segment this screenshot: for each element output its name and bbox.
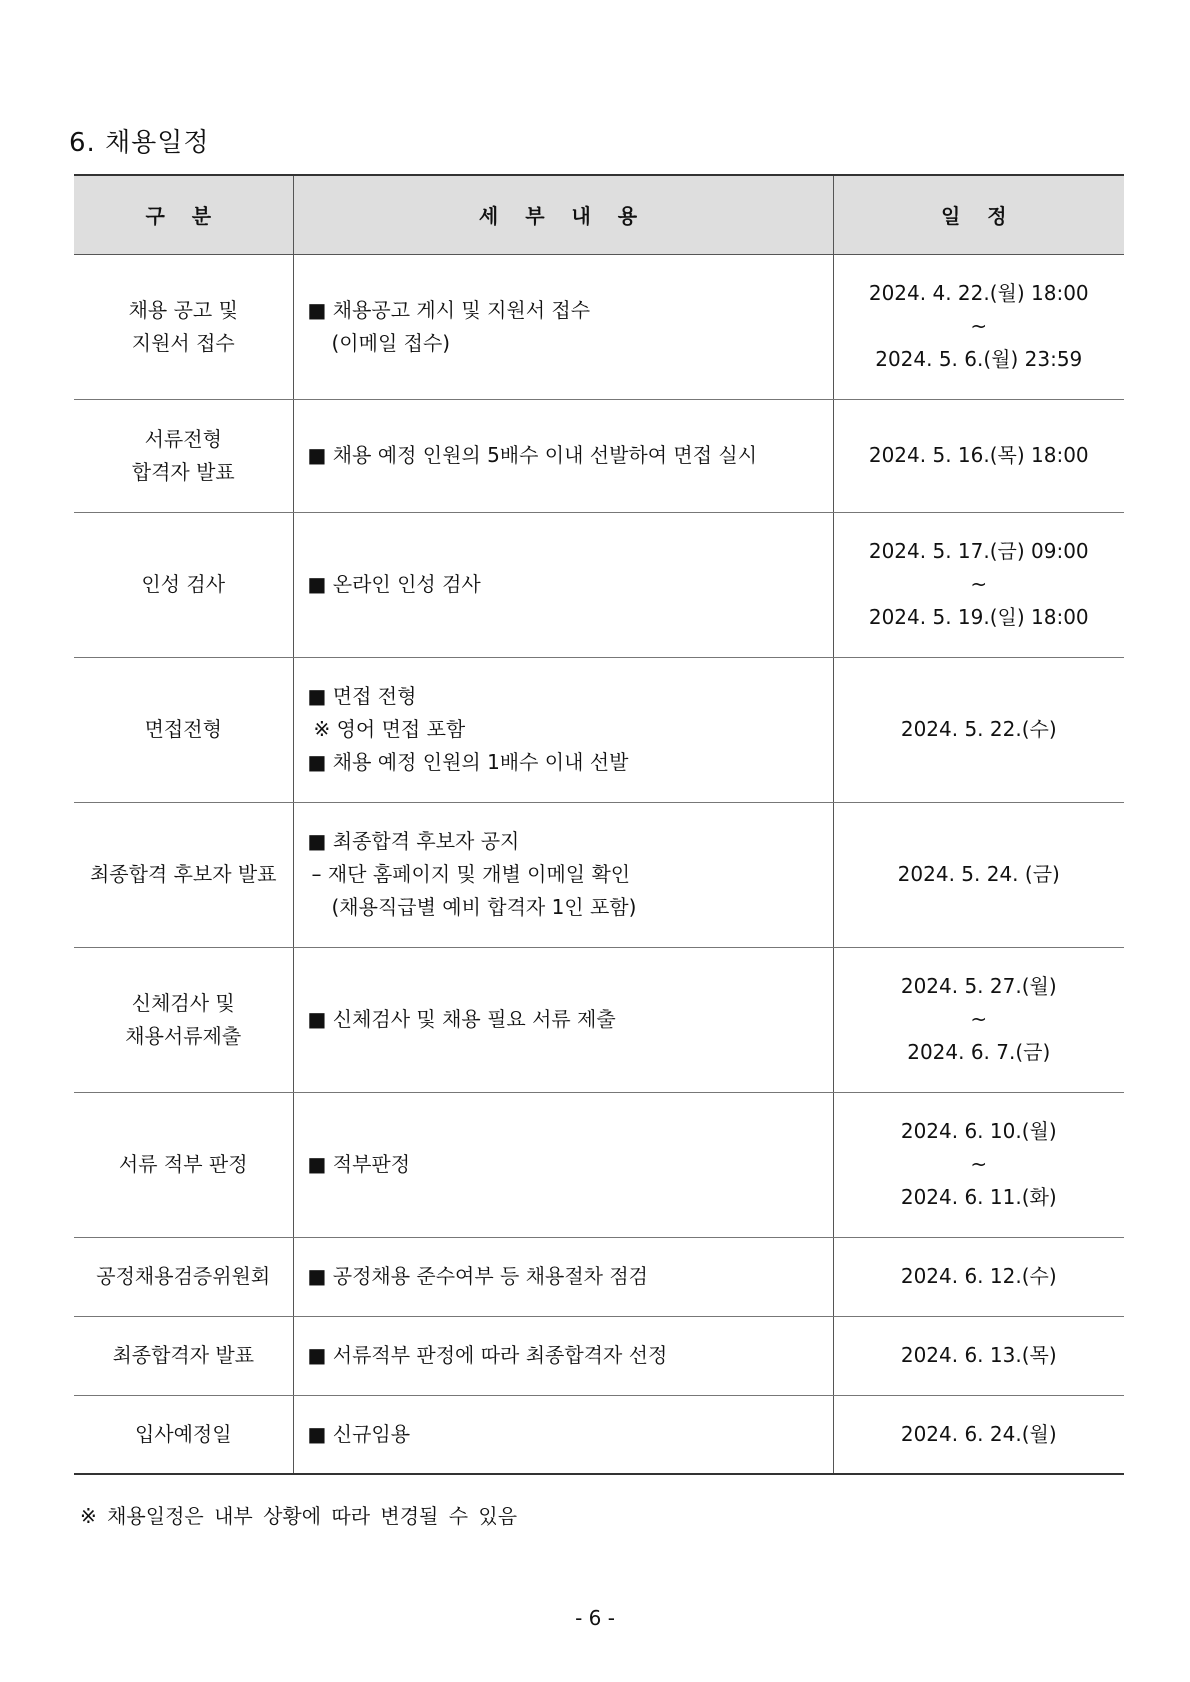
row-category xyxy=(74,1237,293,1316)
table-row xyxy=(74,399,1124,512)
schedule-range-tilde: ~ xyxy=(970,572,988,596)
row-category xyxy=(74,802,293,947)
category-line: 채용 공고 및 xyxy=(128,297,238,322)
header-details: 세 부 내 용 xyxy=(293,175,833,254)
row-category xyxy=(74,1316,293,1395)
schedule-line: 2024. 5. 27.(월) xyxy=(900,974,1057,998)
table-header-row xyxy=(74,175,1124,254)
row-details xyxy=(293,254,833,399)
category-line: 채용서류제출 xyxy=(125,1023,242,1048)
table-row xyxy=(74,802,1124,947)
table-row xyxy=(74,1092,1124,1237)
detail-line: ■ 온라인 인성 검사 xyxy=(307,572,481,596)
table-row xyxy=(74,254,1124,399)
row-details xyxy=(293,399,833,512)
schedule-line: 2024. 6. 10.(월) xyxy=(900,1119,1057,1143)
detail-line: (채용직급별 예비 합격자 1인 포함) xyxy=(331,895,637,919)
row-schedule xyxy=(833,947,1124,1092)
detail-line: ■ 신규임용 xyxy=(307,1421,411,1446)
category-line: 신체검사 및 xyxy=(131,990,235,1015)
detail-line: ■ 채용 예정 인원의 1배수 이내 선발 xyxy=(307,750,629,774)
row-schedule xyxy=(833,802,1124,947)
row-details xyxy=(293,512,833,657)
row-category xyxy=(74,657,293,802)
detail-line: ■ 면접 전형 xyxy=(307,684,417,708)
recruitment-schedule-table xyxy=(74,174,1124,1475)
detail-line: ※ 영어 면접 포함 xyxy=(313,717,466,741)
table-row xyxy=(74,512,1124,657)
row-category xyxy=(74,512,293,657)
schedule-range-tilde: ~ xyxy=(970,314,988,338)
row-category xyxy=(74,399,293,512)
detail-line: (이메일 접수) xyxy=(331,330,451,355)
category-line: 서류전형 xyxy=(144,426,222,451)
schedule-range-tilde: ~ xyxy=(970,1152,988,1176)
row-schedule xyxy=(833,512,1124,657)
row-schedule xyxy=(833,1395,1124,1474)
category-line: 지원서 접수 xyxy=(131,330,235,355)
detail-line: ■ 최종합격 후보자 공지 xyxy=(307,829,520,853)
row-details xyxy=(293,1395,833,1474)
detail-line: ■ 공정채용 준수여부 등 채용절차 점검 xyxy=(307,1264,648,1288)
category-line: 최종합격 후보자 발표 xyxy=(89,862,277,886)
category-line: 최종합격자 발표 xyxy=(112,1343,255,1367)
table-row xyxy=(74,1316,1124,1395)
table-row xyxy=(74,657,1124,802)
category-line: 입사예정일 xyxy=(134,1421,232,1446)
header-category: 구 분 xyxy=(74,175,293,254)
schedule-line: 2024. 6. 7.(금) xyxy=(907,1040,1051,1064)
table-row xyxy=(74,947,1124,1092)
row-details xyxy=(293,947,833,1092)
detail-line: ■ 적부판정 xyxy=(307,1152,411,1176)
row-details xyxy=(293,1237,833,1316)
detail-line: ■ 채용공고 게시 및 지원서 접수 xyxy=(307,297,591,322)
row-schedule xyxy=(833,399,1124,512)
schedule-line: 2024. 6. 11.(화) xyxy=(900,1185,1057,1209)
category-line: 서류 적부 판정 xyxy=(118,1152,248,1176)
detail-line: ■ 신체검사 및 채용 필요 서류 제출 xyxy=(307,1007,616,1031)
schedule-line: 2024. 6. 12.(수) xyxy=(900,1264,1057,1288)
category-line: 공정채용검증위원회 xyxy=(96,1264,271,1288)
schedule-line: 2024. 5. 24. (금) xyxy=(897,862,1060,886)
category-line: 면접전형 xyxy=(144,717,222,741)
row-schedule xyxy=(833,1237,1124,1316)
schedule-line: 2024. 5. 22.(수) xyxy=(900,717,1057,741)
row-schedule xyxy=(833,1092,1124,1237)
schedule-line: 2024. 5. 17.(금) 09:00 xyxy=(868,539,1089,563)
row-details xyxy=(293,1092,833,1237)
row-details xyxy=(293,657,833,802)
schedule-range-tilde: ~ xyxy=(970,1007,988,1031)
row-category xyxy=(74,254,293,399)
row-schedule xyxy=(833,254,1124,399)
table-row xyxy=(74,1237,1124,1316)
schedule-line: 2024. 5. 19.(일) 18:00 xyxy=(868,605,1089,629)
schedule-line: 2024. 6. 24.(월) xyxy=(900,1421,1057,1446)
detail-line: – 재단 홈페이지 및 개별 이메일 확인 xyxy=(311,862,631,886)
schedule-line: 2024. 6. 13.(목) xyxy=(900,1343,1057,1367)
schedule-line: 2024. 4. 22.(월) 18:00 xyxy=(868,281,1089,305)
detail-line: ■ 서류적부 판정에 따라 최종합격자 선정 xyxy=(307,1343,668,1367)
row-category xyxy=(74,1395,293,1474)
schedule-line: 2024. 5. 16.(목) 18:00 xyxy=(868,443,1089,467)
header-schedule: 일 정 xyxy=(833,175,1124,254)
row-details xyxy=(293,1316,833,1395)
row-category xyxy=(74,947,293,1092)
row-details xyxy=(293,802,833,947)
detail-line: ■ 채용 예정 인원의 5배수 이내 선발하여 면접 실시 xyxy=(307,443,758,467)
schedule-line: 2024. 5. 6.(월) 23:59 xyxy=(875,347,1083,371)
table-row xyxy=(74,1395,1124,1474)
section-title: 6. 채용일정 xyxy=(69,128,210,158)
row-schedule xyxy=(833,657,1124,802)
category-line: 인성 검사 xyxy=(141,572,226,596)
category-line: 합격자 발표 xyxy=(131,459,235,484)
row-category xyxy=(74,1092,293,1237)
page-number: - 6 - xyxy=(575,1606,615,1630)
schedule-change-note: ※ 채용일정은 내부 상황에 따라 변경될 수 있음 xyxy=(80,1504,518,1528)
row-schedule xyxy=(833,1316,1124,1395)
